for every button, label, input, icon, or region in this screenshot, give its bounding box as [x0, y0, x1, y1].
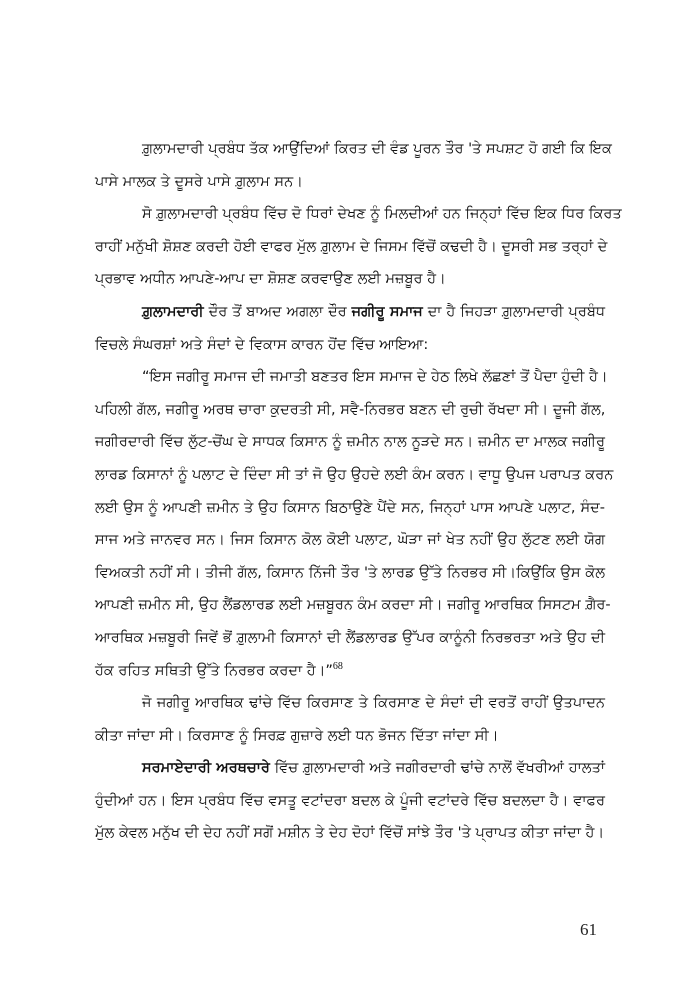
text-segment: ਕੀਤਾ ਜਾਂਦਾ ਸੀ। ਕਿਰਸਾਣ ਨੂੰ ਸਿਰਫ਼ ਗੁਜ਼ਾਰੇ ਲਈ ਧਨ ਭੋਜਨ ਦਿੱਤਾ ਜਾਂਦਾ ਸੀ। — [95, 727, 499, 744]
text-line — [95, 524, 605, 557]
paragraph — [95, 752, 605, 850]
paragraph — [95, 296, 605, 361]
text-line — [95, 263, 605, 296]
text-segment: “ਇਸ ਜਗੀਰੂ ਸਮਾਜ ਦੀ ਜਮਾਤੀ ਬਣਤਰ ਇਸ ਸਮਾਜ ਦੇ ਹੇਠ ਲਿਖੇ ਲੱਛਣਾਂ ਤੋਂ ਪੈਦਾ ਹੁੰਦੀ ਹੈ। — [142, 369, 608, 386]
text-line — [95, 231, 608, 264]
text-segment: ਪ੍ਰਭਾਵ ਅਧੀਨ ਆਪਣੇ-ਆਪ ਦਾ ਸ਼ੋਸ਼ਣ ਕਰਵਾਉਣ ਲਈ ਮਜ਼ਬੂਰ ਹੈ। — [95, 271, 446, 288]
text-line — [95, 492, 605, 525]
text-line — [95, 166, 605, 199]
text-line — [95, 655, 605, 688]
text-line — [95, 589, 611, 622]
text-line — [95, 752, 605, 785]
text-segment: ਵਿਅਕਤੀ ਨਹੀਂ ਸੀ। ਤੀਜੀ ਗੱਲ, ਕਿਸਾਨ ਨਿੱਜੀ ਤੌਰ 'ਤੇ ਲਾਰਡ ਉੱਤੇ ਨਿਰਭਰ ਸੀ।ਕਿਉਂਕਿ ਉਸ ਕੋਲ — [95, 564, 605, 581]
text-segment: ਦੌਰ ਤੋਂ ਬਾਅਦ ਅਗਲਾ ਦੌਰ — [203, 303, 352, 320]
text-line — [95, 361, 608, 394]
text-segment: ਸਾਜ ਅਤੇ ਜਾਨਵਰ ਸਨ। ਜਿਸ ਕਿਸਾਨ ਕੋਲ ਕੋਈ ਪਲਾਟ, ਘੋੜਾ ਜਾਂ ਖੇਤ ਨਹੀਂ ਉਹ ਲੁੱਟਣ ਲਈ ਯੋਗ — [95, 532, 605, 549]
paragraph — [95, 133, 612, 198]
text-segment: ਗ਼ੁਲਾਮਦਾਰੀ ਪ੍ਰਬੰਧ ਤੱਕ ਆਉਂਦਿਆਂ ਕਿਰਤ ਦੀ ਵੰਡ ਪੂਰਨ ਤੌਰ 'ਤੇ ਸਪਸ਼ਟ ਹੋ ਗਈ ਕਿ ਇਕ — [142, 141, 612, 157]
text-segment: ਸੋ ਗ਼ੁਲਾਮਦਾਰੀ ਪ੍ਰਬੰਧ ਵਿੱਚ ਦੋ ਧਿਰਾਂ ਦੇਖਣ ਨੂੰ ਮਿਲਦੀਆਂ ਹਨ ਜਿਨ੍ਹਾਂ ਵਿੱਚ ਇਕ ਧਿਰ ਕਿਰਤ — [142, 206, 622, 223]
paragraph — [95, 361, 614, 687]
text-line — [95, 198, 622, 231]
text-segment: ਹੱਕ ਰਹਿਤ ਸਥਿਤੀ ਉੱਤੇ ਨਿਰਭਰ ਕਰਦਾ ਹੈ।” — [95, 662, 333, 679]
text-line — [95, 687, 605, 720]
paragraph — [95, 198, 622, 296]
text-segment: ਜੋ ਜਗੀਰੂ ਆਰਥਿਕ ਢਾਂਚੇ ਵਿੱਚ ਕਿਰਸਾਣ ਤੇ ਕਿਰਸਾਣ ਦੇ ਸੰਦਾਂ ਦੀ ਵਰਤੋਂ ਰਾਹੀਂ ਉਤਪਾਦਨ — [142, 695, 605, 712]
text-line — [95, 426, 605, 459]
text-line — [95, 459, 614, 492]
text-line — [95, 785, 605, 818]
text-line — [95, 296, 605, 329]
text-line — [95, 720, 605, 753]
text-segment: ਜਗੀਰਦਾਰੀ ਵਿੱਚ ਲੁੱਟ-ਚੋਂਘ ਦੇ ਸਾਧਕ ਕਿਸਾਨ ਨੂੰ ਜ਼ਮੀਨ ਨਾਲ ਨੂੜਦੇ ਸਨ। ਜ਼ਮੀਨ ਦਾ ਮਾਲਕ ਜਗੀਰੂ — [95, 434, 605, 451]
bold-term: ਸਰਮਾਏਦਾਰੀ ਅਰਥਚਾਰੇ — [142, 760, 270, 777]
text-line — [95, 817, 605, 850]
text-line — [95, 133, 612, 166]
text-segment: ਆਪਣੀ ਜ਼ਮੀਨ ਸੀ, ਉਹ ਲੈਂਡਲਾਰਡ ਲਈ ਮਜ਼ਬੂਰਨ ਕੰਮ ਕਰਦਾ ਸੀ। ਜਗੀਰੂ ਆਰਥਿਕ ਸਿਸਟਮ ਗ਼ੈਰ- — [95, 597, 611, 614]
text-segment: ਵਿਚਲੇ ਸੰਘਰਸ਼ਾਂ ਅਤੇ ਸੰਦਾਂ ਦੇ ਵਿਕਾਸ ਕਾਰਨ ਹੋਂਦ ਵਿੱਚ ਆਇਆ: — [95, 336, 429, 353]
text-segment: ਦਾ ਹੈ ਜਿਹੜਾ ਗ਼ੁਲਾਮਦਾਰੀ ਪ੍ਰਬੰਧ — [422, 303, 606, 320]
text-segment: ਲਈ ਉਸ ਨੂੰ ਆਪਣੀ ਜ਼ਮੀਨ ਤੇ ਉਹ ਕਿਸਾਨ ਬਿਠਾਉਣੇ ਪੈਂਦੇ ਸਨ, ਜਿਨ੍ਹਾਂ ਪਾਸ ਆਪਣੇ ਪਲਾਟ, ਸੰਦ- — [95, 499, 605, 516]
text-segment: ਪਹਿਲੀ ਗੱਲ, ਜਗੀਰੂ ਅਰਥ ਚਾਰਾ ਕੁਦਰਤੀ ਸੀ, ਸਵੈ-ਨਿਰਭਰ ਬਣਨ ਦੀ ਰੁਚੀ ਰੱਖਦਾ ਸੀ। ਦੂਜੀ ਗੱਲ, — [95, 401, 606, 418]
text-segment: ਆਰਥਿਕ ਮਜ਼ਬੂਰੀ ਜਿਵੇਂ ਭੋਂ ਗ਼ੁਲਾਮੀ ਕਿਸਾਨਾਂ ਦੀ ਲੈਂਡਲਾਰਡ ਉੱਪਰ ਕਾਨੂੰਨੀ ਨਿਰਭਰਤਾ ਅਤੇ ਉਹ ਦੀ — [95, 629, 605, 646]
text-segment: ਰਾਹੀਂ ਮਨੁੱਖੀ ਸ਼ੋਸ਼ਣ ਕਰਦੀ ਹੋਈ ਵਾਫਰ ਮੁੱਲ ਗ਼ੁਲਾਮ ਦੇ ਜਿਸਮ ਵਿੱਚੋਂ ਕਢਦੀ ਹੈ। ਦੂਸਰੀ ਸਭ ਤਰ੍ਹਾਂ ਦੇ — [95, 238, 608, 255]
text-segment: ਮੁੱਲ ਕੇਵਲ ਮਨੁੱਖ ਦੀ ਦੇਹ ਨਹੀਂ ਸਗੋਂ ਮਸ਼ੀਨ ਤੇ ਦੇਹ ਦੋਹਾਂ ਵਿੱਚੋਂ ਸਾਂਝੇ ਤੌਰ 'ਤੇ ਪ੍ਰਾਪਤ ਕੀਤਾ ਜਾਂਦਾ ਹੈ। — [95, 825, 605, 842]
footnote-ref: 68 — [332, 660, 343, 672]
text-segment: ਹੁੰਦੀਆਂ ਹਨ। ਇਸ ਪ੍ਰਬੰਧ ਵਿੱਚ ਵਸਤੂ ਵਟਾਂਦਰਾ ਬਦਲ ਕੇ ਪੂੰਜੀ ਵਟਾਂਦਰੇ ਵਿੱਚ ਬਦਲਦਾ ਹੈ। ਵਾਫਰ — [95, 792, 605, 809]
text-line — [95, 394, 605, 427]
text-segment: ਵਿੱਚ ਗ਼ੁਲਾਮਦਾਰੀ ਅਤੇ ਜਗੀਰਦਾਰੀ ਢਾਂਚੇ ਨਾਲੋਂ ਵੱਖਰੀਆਂ ਹਾਲਤਾਂ — [269, 760, 605, 777]
text-line — [95, 557, 605, 590]
text-line — [95, 622, 605, 655]
paragraph — [95, 687, 605, 752]
text-segment: ਲਾਰਡ ਕਿਸਾਨਾਂ ਨੂੰ ਪਲਾਟ ਦੇ ਦਿੰਦਾ ਸੀ ਤਾਂ ਜੋ ਉਹ ਉਹਦੇ ਲਈ ਕੰਮ ਕਰਨ। ਵਾਧੂ ਉਪਜ ਪਰਾਪਤ ਕਰਨ — [95, 466, 614, 483]
text-segment: ਪਾਸੇ ਮਾਲਕ ਤੇ ਦੂਸਰੇ ਪਾਸੇ ਗ਼ੁਲਾਮ ਸਨ। — [95, 173, 303, 190]
text-line — [95, 329, 605, 362]
bold-term: ਗ਼ੁਲਾਮਦਾਰੀ — [142, 303, 204, 320]
page-number: 61 — [580, 920, 597, 939]
bold-term: ਜਗੀਰੂ ਸਮਾਜ — [351, 303, 423, 320]
document-body — [95, 133, 622, 850]
